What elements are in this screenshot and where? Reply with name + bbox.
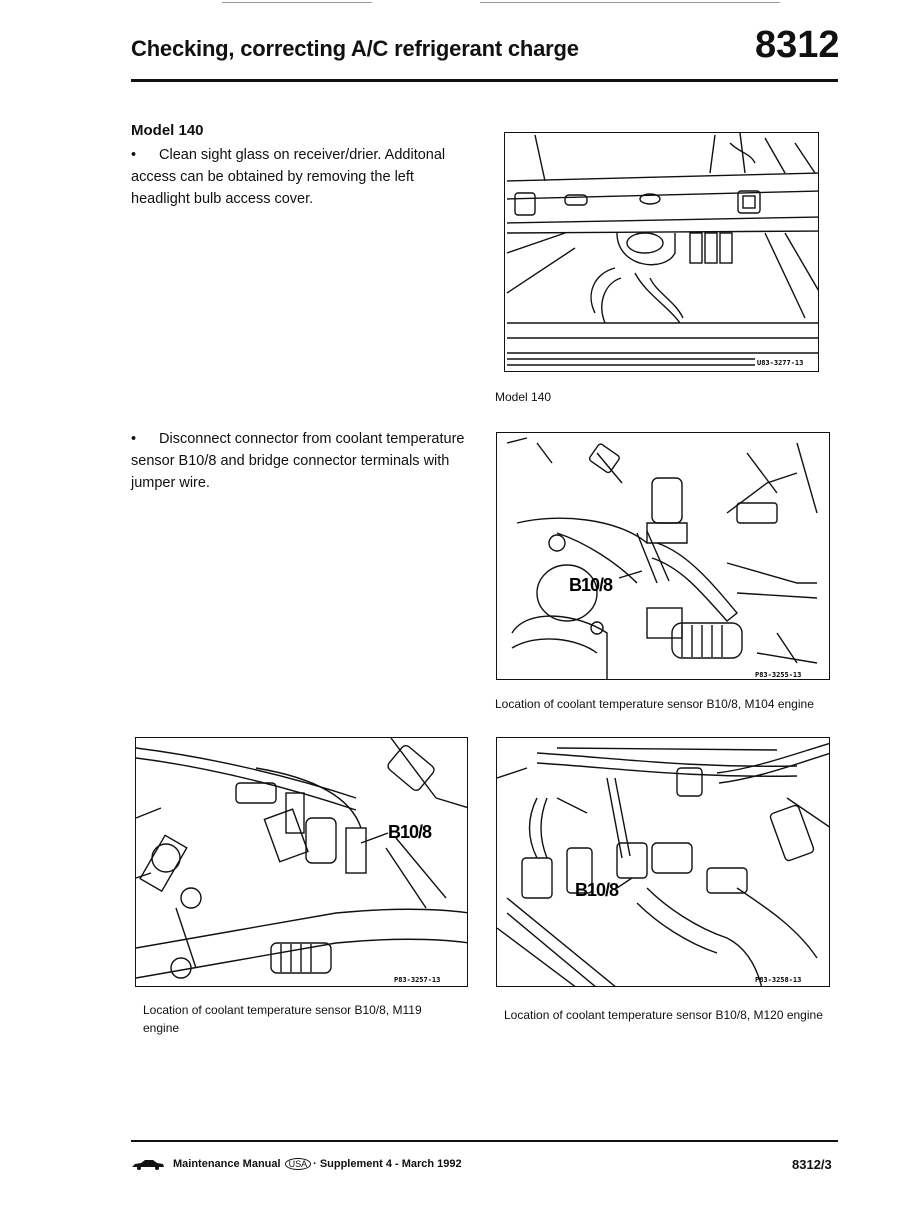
figure-3-caption: Location of coolant temperature sensor B10/8, M119 engine bbox=[143, 1003, 422, 1035]
page-number: 8312/3 bbox=[792, 1157, 832, 1172]
instruction-2-text: Disconnect connector from coolant temperature sensor B10/8 and bridge connector terminals with jumper wire. bbox=[131, 431, 465, 491]
footer-publication bbox=[131, 1158, 462, 1170]
figure-2-id: P83-3255-13 bbox=[755, 671, 802, 679]
usa-badge-icon: USA bbox=[285, 1158, 312, 1170]
figure-4-id: P83-3258-13 bbox=[755, 976, 802, 984]
figure-m104-engine bbox=[496, 432, 830, 680]
header-rule bbox=[131, 79, 838, 82]
figure-1-id: U83-3277-13 bbox=[757, 359, 804, 367]
figure-receiver-drier bbox=[504, 132, 819, 372]
instruction-2 bbox=[131, 428, 471, 494]
m104-engine-illustration bbox=[497, 433, 830, 680]
instruction-1 bbox=[131, 144, 471, 210]
figure-2-caption: Location of coolant temperature sensor B10/8, M104 engine bbox=[495, 697, 814, 711]
m120-engine-illustration bbox=[497, 738, 830, 987]
scan-line bbox=[222, 2, 372, 3]
receiver-drier-illustration bbox=[505, 133, 819, 372]
manual-title: Maintenance Manual bbox=[173, 1158, 281, 1170]
figure-m119-engine bbox=[135, 737, 468, 987]
figure-1-caption: Model 140 bbox=[495, 390, 552, 404]
section-code: 8312 bbox=[755, 24, 840, 66]
figure-m120-engine bbox=[496, 737, 830, 987]
m119-engine-illustration bbox=[136, 738, 468, 987]
instruction-1-text: Clean sight glass on receiver/drier. Additonal access can be obtained by removing the left headlight bulb access cover. bbox=[131, 147, 446, 207]
footer-rule bbox=[131, 1140, 838, 1142]
sensor-label: B10/8 bbox=[569, 575, 613, 595]
model-heading: Model 140 bbox=[131, 122, 204, 139]
bullet-icon: • bbox=[131, 431, 137, 447]
bullet-icon: • bbox=[131, 147, 137, 163]
figure-3-id: P83-3257-13 bbox=[394, 976, 441, 984]
car-icon bbox=[131, 1158, 165, 1170]
scan-line bbox=[480, 2, 780, 3]
supplement-info: · Supplement 4 - March 1992 bbox=[313, 1158, 462, 1170]
sensor-label: B10/8 bbox=[575, 880, 619, 900]
sensor-label: B10/8 bbox=[388, 822, 432, 842]
figure-4-caption: Location of coolant temperature sensor B10/8, M120 engine bbox=[504, 1008, 823, 1022]
page-title: Checking, correcting A/C refrigerant charge bbox=[131, 36, 579, 61]
